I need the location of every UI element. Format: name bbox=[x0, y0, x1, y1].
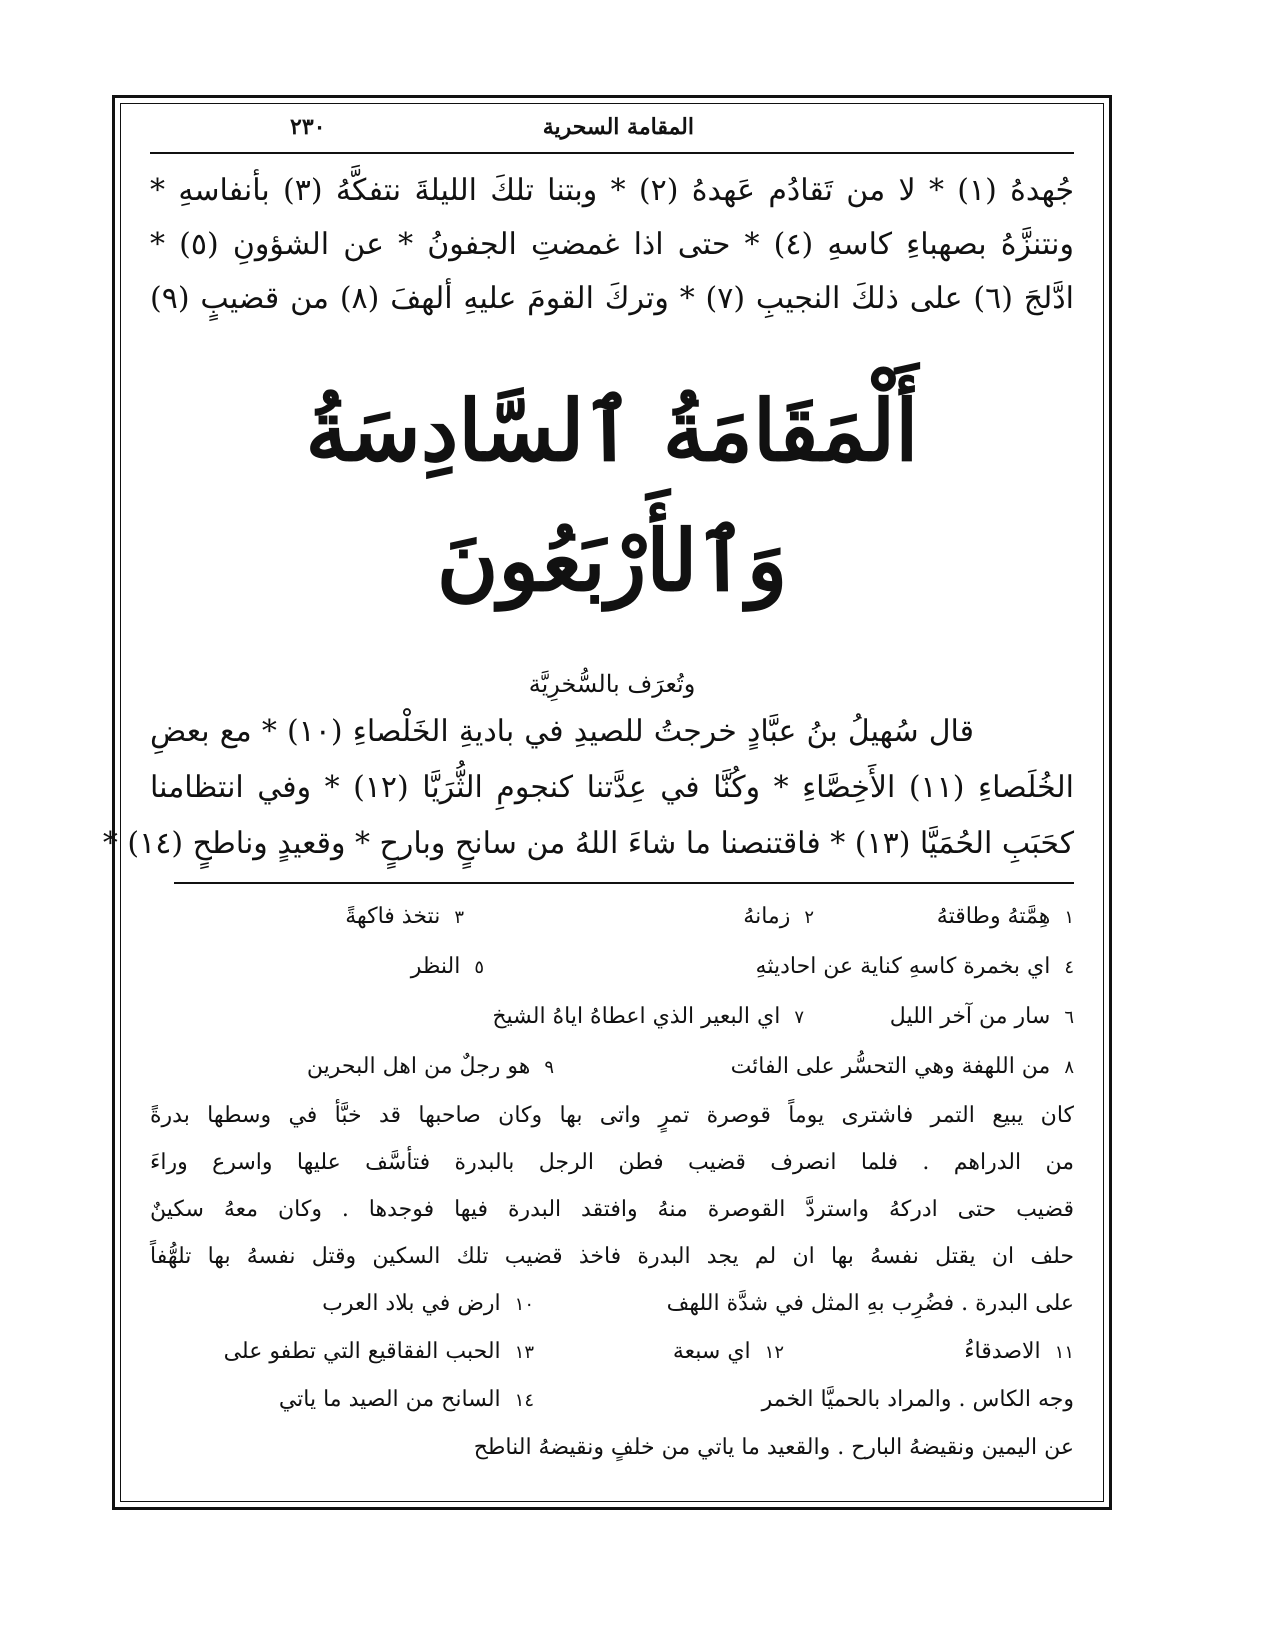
footnote-line: كان يبيع التمر فاشترى يوماً قوصرة تمرٍ واتى بها وكان صاحبها قد خبَّأ في وسطها بدرةً bbox=[150, 1103, 1074, 1128]
verse-block bbox=[150, 164, 1074, 326]
footnote: ٣نتخذ فاكهةً bbox=[345, 904, 464, 929]
footnote: ١٣الحبب الفقاقيع التي تطفو على bbox=[223, 1339, 534, 1364]
footnote: ٦سار من آخر الليل bbox=[889, 1004, 1074, 1029]
footnote-row bbox=[150, 1328, 1074, 1376]
body-line: قال سُهيلُ بنُ عبَّادٍ خرجتُ للصيدِ في باديةِ الخَلْصاءِ (١٠) * مع بعضِ bbox=[150, 714, 974, 749]
footnote: ٩هو رجلٌ من اهل البحرين bbox=[306, 1054, 554, 1079]
footnote: ٧اي البعير الذي اعطاهُ اياهُ الشيخ bbox=[492, 1004, 804, 1029]
footnote-row bbox=[150, 1042, 1074, 1092]
footnote-line: قضيب حتى ادركهُ واستردَّ القوصرة منهُ وافتقد البدرة فيها فوجدها . وكان معهُ سكينٌ bbox=[150, 1197, 1075, 1222]
footnote-line: عن اليمين ونقيضهُ البارح . والقعيد ما ياتي من خلفٍ ونقيضهُ الناطح bbox=[473, 1435, 1074, 1460]
footnote-row bbox=[150, 892, 1074, 942]
verse-line: ادَّلجَ (٦) على ذلكَ النجيبِ (٧) * وتركَ القومَ عليهِ ألهفَ (٨) من قضيبٍ (٩) bbox=[150, 281, 1074, 316]
running-header bbox=[150, 112, 1074, 154]
footnotes bbox=[150, 892, 1074, 1471]
verse-line: ونتنزَّهُ بصهباءِ كاسهِ (٤) * حتى اذا غمضتِ الجفونُ * عن الشؤونِ (٥) * bbox=[150, 227, 1074, 262]
footnote: ٤اي بخمرة كاسهِ كناية عن احاديثهِ bbox=[755, 954, 1074, 979]
footnote: ١٤السانح من الصيد ما ياتي bbox=[278, 1387, 534, 1412]
chapter-title: أَلْمَقَامَةُ ٱلسَّادِسَةُ وَٱلأَرْبَعُونَ bbox=[305, 381, 919, 610]
page-content bbox=[102, 112, 1075, 1471]
footnote-line: من الدراهم . فلما انصرف قضيب فطن الرجل بالبدرة فتأسَّف عليها واسرع وراءَ bbox=[150, 1150, 1074, 1175]
footnote: ١هِمَّتهُ وطاقتهُ bbox=[936, 904, 1074, 929]
footnote: ٨من اللهفة وهي التحسُّر على الفائت bbox=[730, 1054, 1074, 1079]
body-line: الخُلَصاءِ (١١) الأَخِصَّاءِ * وكُنَّا في عِدَّتنا كنجومِ الثُّرَيَّا (١٢) * وفي انتظامنا bbox=[150, 770, 1075, 805]
verse-line: جُهدهُ (١) * لا من تَقادُم عَهدهُ (٢) * وبتنا تلكَ الليلةَ نتفكَّهُ (٣) بأنفاسهِ * bbox=[150, 173, 1075, 208]
footnote-rule bbox=[174, 882, 1074, 884]
body-text bbox=[102, 704, 1075, 872]
footnote: ١١الاصدقاءُ bbox=[964, 1339, 1074, 1364]
footnote-row bbox=[150, 1376, 1074, 1424]
chapter-subtitle: وتُعرَف بالسُّخرِيَّة bbox=[528, 670, 696, 698]
footnote-row bbox=[150, 992, 1074, 1042]
footnote: ١٠ارض في بلاد العرب bbox=[322, 1291, 534, 1316]
footnote: ٥النظر bbox=[410, 954, 484, 979]
footnote-continuation: وجه الكاس . والمراد بالحميَّا الخمر bbox=[761, 1387, 1074, 1412]
footnote: ١٢اي سبعة bbox=[672, 1339, 784, 1364]
running-title: المقامة السحرية bbox=[542, 114, 694, 140]
page-number: ٢٣٠ bbox=[290, 114, 326, 140]
footnote-continuation: على البدرة . فضُرِب بهِ المثل في شدَّة اللهف bbox=[666, 1291, 1074, 1316]
footnote-line: حلف ان يقتل نفسهُ بها ان لم يجد البدرة فاخذ قضيب تلك السكين وقتل نفسهُ بها تلهُّفاً bbox=[150, 1244, 1074, 1269]
footnote: ٢زمانهُ bbox=[743, 904, 814, 929]
footnote-row bbox=[150, 1280, 1074, 1328]
body-line: كحَبَبِ الحُمَيَّا (١٣) * فاقتنصنا ما شاءَ اللهُ من سانحٍ وبارحٍ * وقعيدٍ وناطحٍ (١٤) * bbox=[102, 826, 1074, 861]
footnote-row bbox=[150, 942, 1074, 992]
